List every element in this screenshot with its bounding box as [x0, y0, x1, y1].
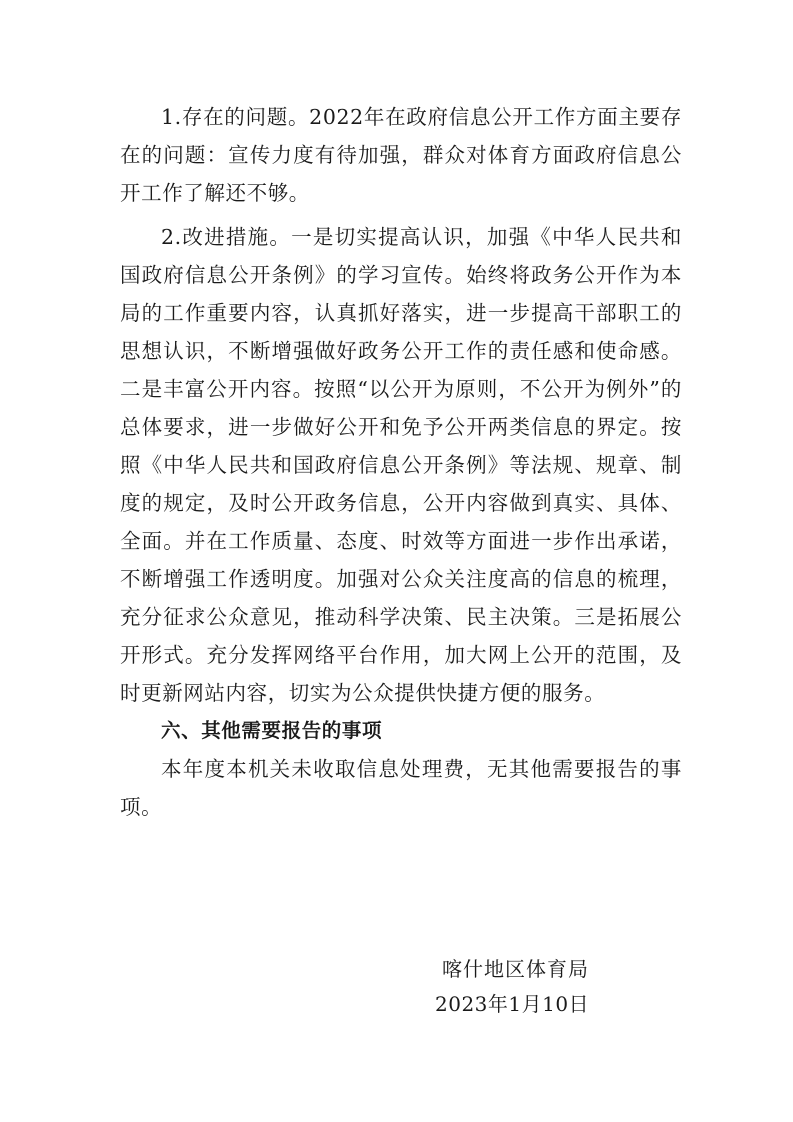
improvement-measures-paragraph: 2.改进措施。一是切实提高认识，加强《中华人民共和国政府信息公开条例》的学习宣传。始终将政务公开作为本局的工作重要内容，认真抓好落实，进一步提高干部职工的思想认识，不断增强做好政务公开工作的责任感和使命感。二是丰富公开内容。按照“以公开为原则，不公开为例外”的总体要求，进一步做好公开和免予公开两类信息的界定。按照《中华人民共和国政府信息公开条例》等法规、规章、制度的规定，及时公开政务信息，公开内容做到真实、具体、全面。并在工作质量、态度、时效等方面进一步作出承诺，不断增强工作透明度。加强对公众关注度高的信息的梳理，充分征求公众意见，推动科学决策、民主决策。三是拓展公开形式。充分发挥网络平台作用，加大网上公开的范围，及时更新网站内容，切实为公众提供快捷方便的服务。 [120, 225, 682, 705]
other-matters-paragraph: 本年度本机关未收取信息处理费，无其他需要报告的事项。 [120, 757, 682, 819]
signature-date: 2023年1月10日 [435, 992, 590, 1016]
document-body [120, 98, 682, 826]
problems-paragraph: 1.存在的问题。2022年在政府信息公开工作方面主要存在的问题：宣传力度有待加强，群众对体育方面政府信息公开工作了解还不够。 [120, 105, 682, 205]
signature-organization: 喀什地区体育局 [442, 957, 589, 981]
section-heading: 六、其他需要报告的事项 [161, 719, 383, 742]
